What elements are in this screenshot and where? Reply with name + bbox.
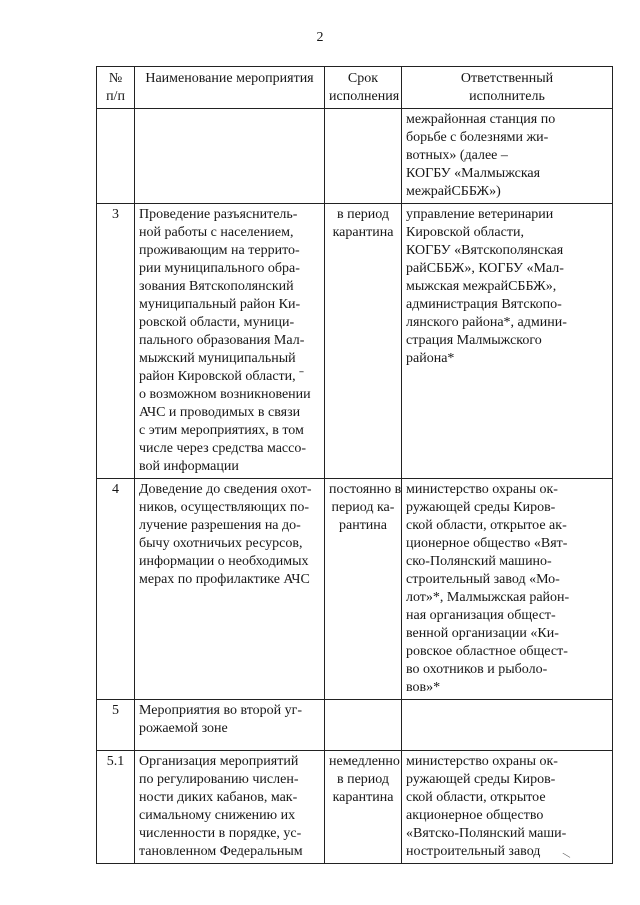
text-line: во охотников и рыболо- [406,662,548,677]
text-line: тановленном Федеральным [139,844,303,859]
text-line: Наименование мероприятия [145,71,314,86]
text-line: лучение разрешения на до- [139,518,301,533]
text-line: администрация Вятскопо- [406,297,562,312]
measure-term [325,700,402,751]
header-num [97,67,135,109]
measures-table [96,66,613,864]
text-line: страция Малмыжского [406,333,542,348]
row-number: 5 [97,700,135,751]
text-line: рантина [338,518,388,533]
text-line: акционерное общество [406,808,544,823]
text-line: исполнитель [469,89,545,104]
text-line: карантина [332,225,394,240]
text-line: п/п [106,89,125,104]
text-line: вой информации [139,459,239,474]
text-line: КОГБУ «Вятскополянская [406,243,564,258]
text-line: лот»*, Малмыжская район- [406,590,570,605]
table-row [97,700,613,751]
text-line: по регулированию числен- [139,772,299,787]
text-line: проживающим на террито- [139,243,300,258]
text-line: симальному снижению их [139,808,296,823]
text-line: ско-Полянский машино- [406,554,552,569]
text-line: в период [336,207,390,222]
text-line: Доведение до сведения охот- [139,482,312,497]
text-line: Мероприятия во второй уг- [139,703,303,718]
text-line: ников, осуществляющих по- [139,500,309,515]
row-number: 4 [97,479,135,700]
header-term [325,67,402,109]
text-line: ружающей среды Киров- [406,772,556,787]
text-line: министерство охраны ок- [406,482,558,497]
text-line: рии муниципального обра- [139,261,300,276]
text-line: Ответственный [460,71,554,86]
responsible-party [402,751,613,864]
responsible-party [402,109,613,204]
text-line: рожаемой зоне [139,721,228,736]
text-line: в период [336,772,390,787]
pen-mark: \ [560,848,573,862]
text-line: лянского района*, админи- [406,315,567,330]
table-row [97,204,613,479]
measure-name [135,479,325,700]
text-line: исполнения [329,89,400,104]
text-line: о возможном возникновении [139,387,311,402]
text-line: район Кировской области, ˉ [139,369,304,384]
responsible-party [402,204,613,479]
row-number: 3 [97,204,135,479]
measure-term [325,109,402,204]
text-line: период ка- [331,500,395,515]
table-row [97,751,613,864]
text-line: ружающей среды Киров- [406,500,556,515]
row-number [97,109,135,204]
text-line: райСББЖ», КОГБУ «Мал- [406,261,564,276]
text-line: Организация мероприятий [139,754,299,769]
text-line: постоянно в [329,482,402,497]
measure-name [135,700,325,751]
text-line: ности диких кабанов, мак- [139,790,298,805]
text-line: Кировской области, [406,225,524,240]
text-line: вотных» (далее – [406,148,508,163]
text-line: муниципальный район Ки- [139,297,301,312]
text-line: межрайСББЖ») [406,184,501,199]
measure-term [325,751,402,864]
text-line: вов»* [406,680,441,695]
text-line: числе через средства массо- [139,441,307,456]
text-line: информации о необходимых [139,554,309,569]
responsible-party [402,479,613,700]
page-number: 2 [316,30,324,45]
text-line: венной организации «Ки- [406,626,559,641]
text-line: карантина [332,790,394,805]
text-line: пального образования Мал- [139,333,305,348]
text-line: КОГБУ «Малмыжская [406,166,541,181]
text-line: Проведение разъяснитель- [139,207,298,222]
measure-term [325,204,402,479]
text-line: мыжский муниципальный [139,351,296,366]
text-line: межрайонная станция по [406,112,556,127]
measure-name [135,109,325,204]
row-number: 5.1 [97,751,135,864]
text-line: ровской области, муници- [139,315,295,330]
text-line: ностроительный завод [406,844,541,859]
text-line: района* [406,351,455,366]
text-line: ской области, открытое [406,790,546,805]
header-responsible [402,67,613,109]
table-row [97,109,613,204]
text-line: Срок [347,71,379,86]
text-line: АЧС и проводимых в связи [139,405,301,420]
text-line: ровское областное общест- [406,644,568,659]
measure-term [325,479,402,700]
text-line: численности в порядке, ус- [139,826,302,841]
table-row [97,479,613,700]
text-line: строительный завод «Мо- [406,572,560,587]
measure-name [135,751,325,864]
text-line: № [108,71,123,86]
table-header-row [97,67,613,109]
text-line: бычу охотничьих ресурсов, [139,536,303,551]
text-line: ской области, открытое ак- [406,518,567,533]
measure-name [135,204,325,479]
header-name [135,67,325,109]
text-line: мыжская межрайСББЖ», [406,279,557,294]
text-line: с этим мероприятиях, в том [139,423,304,438]
text-line: «Вятско-Полянский маши- [406,826,567,841]
text-line: ная организация общест- [406,608,556,623]
text-line: ционерное общество «Вят- [406,536,568,551]
text-line: управление ветеринарии [406,207,554,222]
text-line: немедленно [329,754,400,769]
text-line: мерах по профилактике АЧС [139,572,310,587]
text-line: министерство охраны ок- [406,754,558,769]
responsible-party [402,700,613,751]
text-line: борьбе с болезнями жи- [406,130,549,145]
text-line: зования Вятскополянский [139,279,294,294]
text-line: ной работы с населением, [139,225,294,240]
